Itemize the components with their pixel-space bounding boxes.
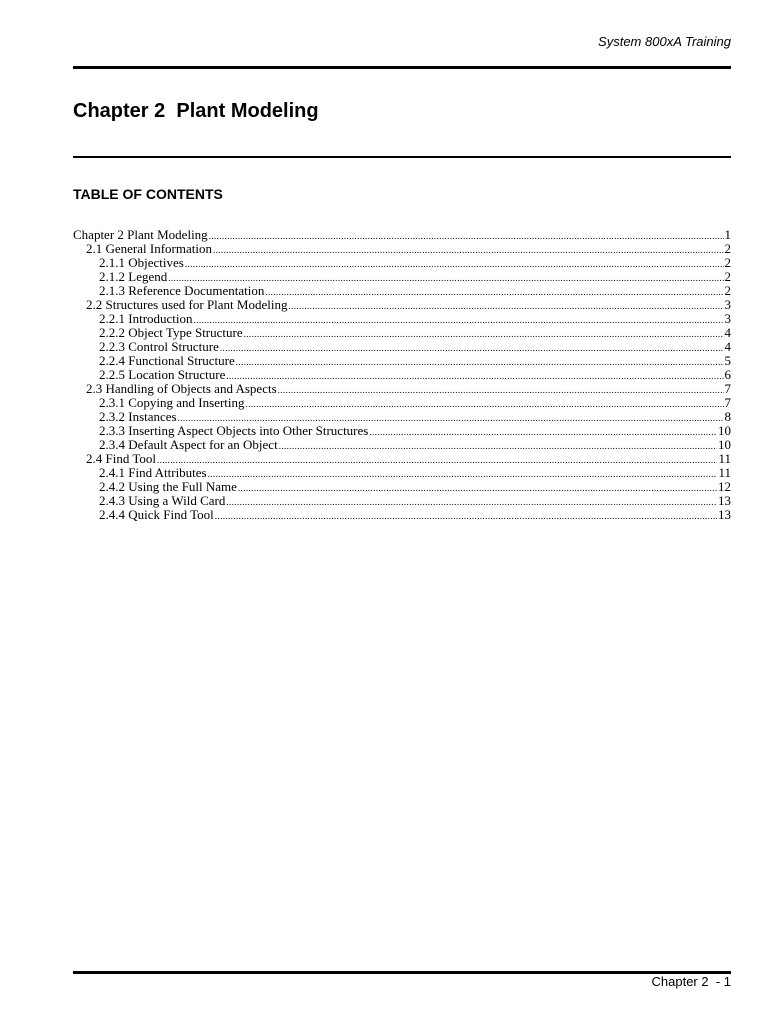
chapter-title: Chapter 2 Plant Modeling <box>73 100 319 122</box>
toc-entry-title: 2.1 General Information <box>86 242 212 256</box>
toc-dot-leader <box>220 341 724 354</box>
toc-dot-leader <box>157 453 717 466</box>
toc-entry[interactable] <box>73 256 731 270</box>
toc-dot-leader <box>178 411 724 424</box>
toc-entry-title: 2.2.1 Introduction <box>99 312 193 326</box>
running-header: System 800xA Training <box>598 34 731 49</box>
toc-entry-title: 2.2.5 Location Structure <box>99 368 226 382</box>
toc-entry-title: 2.4.3 Using a Wild Card <box>99 494 226 508</box>
table-of-contents <box>73 228 731 522</box>
toc-entry-page: 7 <box>724 396 731 410</box>
toc-entry[interactable] <box>73 270 731 284</box>
toc-heading: TABLE OF CONTENTS <box>73 186 223 202</box>
toc-dot-leader <box>278 383 724 396</box>
toc-entry-page: 11 <box>718 452 731 466</box>
toc-dot-leader <box>168 271 723 284</box>
toc-dot-leader <box>279 439 717 452</box>
toc-entry-title: 2.1.3 Reference Documentation <box>99 284 265 298</box>
toc-entry-page: 2 <box>724 270 731 284</box>
header-rule <box>73 66 731 69</box>
toc-dot-leader <box>185 257 724 270</box>
toc-entry-page: 1 <box>724 228 731 242</box>
toc-entry[interactable] <box>73 382 731 396</box>
toc-entry-page: 10 <box>718 438 731 452</box>
toc-entry-page: 2 <box>724 256 731 270</box>
toc-entry-page: 7 <box>724 382 731 396</box>
toc-entry-title: 2.1.2 Legend <box>99 270 168 284</box>
toc-entry[interactable] <box>73 326 731 340</box>
toc-entry-title: 2.2 Structures used for Plant Modeling <box>86 298 288 312</box>
toc-entry[interactable] <box>73 424 731 438</box>
toc-entry-page: 10 <box>718 424 731 438</box>
toc-entry-title: 2.3.3 Inserting Aspect Objects into Other Structures <box>99 424 369 438</box>
toc-entry-page: 2 <box>724 284 731 298</box>
toc-dot-leader <box>215 509 717 522</box>
toc-entry-title: 2.4.1 Find Attributes <box>99 466 207 480</box>
toc-entry[interactable] <box>73 312 731 326</box>
toc-entry-title: 2.3.2 Instances <box>99 410 177 424</box>
toc-entry-page: 12 <box>718 480 731 494</box>
toc-entry-page: 3 <box>724 298 731 312</box>
toc-entry[interactable] <box>73 494 731 508</box>
toc-entry-page: 8 <box>724 410 731 424</box>
toc-entry-title: Chapter 2 Plant Modeling <box>73 228 208 242</box>
toc-entry-page: 13 <box>718 508 731 522</box>
toc-dot-leader <box>288 299 723 312</box>
toc-dot-leader <box>226 495 717 508</box>
toc-entry-title: 2.2.2 Object Type Structure <box>99 326 243 340</box>
toc-entry[interactable] <box>73 410 731 424</box>
toc-dot-leader <box>238 481 717 494</box>
toc-entry-page: 5 <box>724 354 731 368</box>
toc-dot-leader <box>208 467 718 480</box>
toc-entry[interactable] <box>73 396 731 410</box>
toc-dot-leader <box>209 229 724 242</box>
toc-dot-leader <box>194 313 724 326</box>
toc-entry-page: 3 <box>724 312 731 326</box>
toc-entry-page: 6 <box>724 368 731 382</box>
toc-entry-title: 2.4 Find Tool <box>86 452 157 466</box>
toc-dot-leader <box>236 355 724 368</box>
toc-dot-leader <box>244 327 724 340</box>
toc-dot-leader <box>369 425 717 438</box>
toc-entry[interactable] <box>73 284 731 298</box>
toc-dot-leader <box>213 243 724 256</box>
toc-entry[interactable] <box>73 480 731 494</box>
toc-dot-leader <box>246 397 724 410</box>
toc-entry-title: 2.2.4 Functional Structure <box>99 354 235 368</box>
toc-entry-page: 11 <box>718 466 731 480</box>
toc-entry[interactable] <box>73 228 731 242</box>
toc-entry-page: 4 <box>724 326 731 340</box>
toc-entry-title: 2.3.4 Default Aspect for an Object <box>99 438 278 452</box>
toc-entry[interactable] <box>73 354 731 368</box>
toc-entry-page: 13 <box>718 494 731 508</box>
toc-entry[interactable] <box>73 508 731 522</box>
toc-entry[interactable] <box>73 438 731 452</box>
page-number: Chapter 2 - 1 <box>651 974 731 989</box>
toc-entry-title: 2.4.2 Using the Full Name <box>99 480 237 494</box>
toc-entry[interactable] <box>73 340 731 354</box>
toc-entry-title: 2.3 Handling of Objects and Aspects <box>86 382 277 396</box>
toc-entry-title: 2.2.3 Control Structure <box>99 340 219 354</box>
toc-entry[interactable] <box>73 298 731 312</box>
toc-entry-title: 2.4.4 Quick Find Tool <box>99 508 214 522</box>
toc-entry-title: 2.3.1 Copying and Inserting <box>99 396 245 410</box>
toc-entry[interactable] <box>73 466 731 480</box>
toc-entry-title: 2.1.1 Objectives <box>99 256 184 270</box>
toc-entry-page: 2 <box>724 242 731 256</box>
footer-rule <box>73 971 731 974</box>
toc-dot-leader <box>226 369 723 382</box>
toc-entry[interactable] <box>73 452 731 466</box>
toc-entry-page: 4 <box>724 340 731 354</box>
title-rule <box>73 156 731 158</box>
toc-entry[interactable] <box>73 368 731 382</box>
toc-entry[interactable] <box>73 242 731 256</box>
toc-dot-leader <box>265 285 723 298</box>
